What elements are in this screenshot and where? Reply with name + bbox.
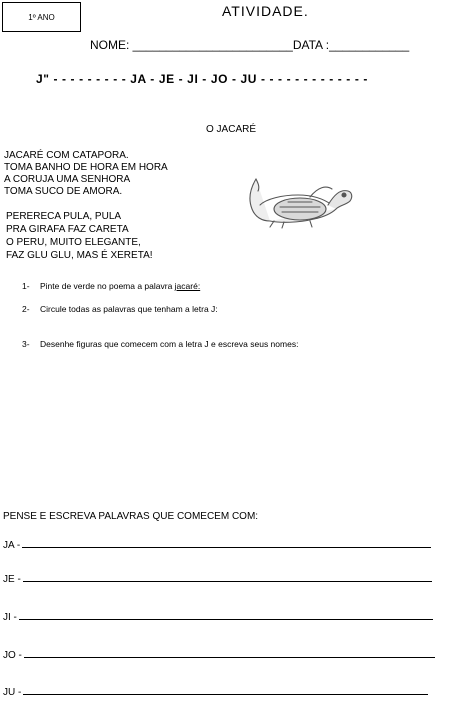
writing-blank[interactable] <box>23 687 428 695</box>
question-number: 2- <box>22 304 30 314</box>
question-keyword: jacaré: <box>174 281 201 291</box>
poem-line: A CORUJA UMA SENHORA <box>4 174 131 185</box>
name-date-line: NOME: ________________________DATA :____________ <box>90 38 410 52</box>
poem-line: PERERECA PULA, PULA <box>6 211 122 222</box>
poem-line: TOMA SUCO DE AMORA. <box>4 186 123 197</box>
writing-blank[interactable] <box>22 540 431 548</box>
alligator-icon <box>240 175 356 230</box>
writing-prefix: JE - <box>3 574 21 585</box>
page-title: ATIVIDADE. <box>222 3 309 19</box>
writing-line-ja <box>3 540 431 551</box>
poem-line: TOMA BANHO DE HORA EM HORA <box>4 162 168 173</box>
poem-title: O JACARÉ <box>206 124 257 135</box>
writing-heading: PENSE E ESCREVA PALAVRAS QUE COMECEM COM: <box>3 511 259 522</box>
writing-blank[interactable] <box>19 612 433 620</box>
question-2 <box>22 304 218 314</box>
writing-prefix: JU - <box>3 687 22 698</box>
question-number: 3- <box>22 339 30 349</box>
writing-prefix: JO - <box>3 650 22 661</box>
writing-prefix: JI - <box>3 612 17 623</box>
question-number: 1- <box>22 281 30 291</box>
grade-box <box>2 2 81 32</box>
writing-blank[interactable] <box>24 650 435 658</box>
writing-line-ju <box>3 687 428 698</box>
writing-prefix: JA - <box>3 540 21 551</box>
grade-label: 1º ANO <box>28 12 55 22</box>
question-1 <box>22 281 200 291</box>
poem-line: FAZ GLU GLU, MAS É XERETA! <box>6 250 153 261</box>
question-3 <box>22 339 298 349</box>
syllable-line: J" - - - - - - - - - JA - JE - JI - JO - JU - - - - - - - - - - - - - <box>36 72 368 86</box>
question-text: Circule todas as palavras que tenham a letra J: <box>40 304 218 314</box>
writing-blank[interactable] <box>23 574 432 582</box>
question-text: Pinte de verde no poema a palavra <box>40 281 175 291</box>
writing-line-jo <box>3 650 435 661</box>
poem-line: JACARÉ COM CATAPORA. <box>4 150 129 161</box>
poem-line: O PERU, MUITO ELEGANTE, <box>6 237 141 248</box>
question-text: Desenhe figuras que comecem com a letra J e escreva seus nomes: <box>40 339 299 349</box>
writing-line-je <box>3 574 432 585</box>
poem-line: PRA GIRAFA FAZ CARETA <box>6 224 129 235</box>
writing-line-ji <box>3 612 433 623</box>
